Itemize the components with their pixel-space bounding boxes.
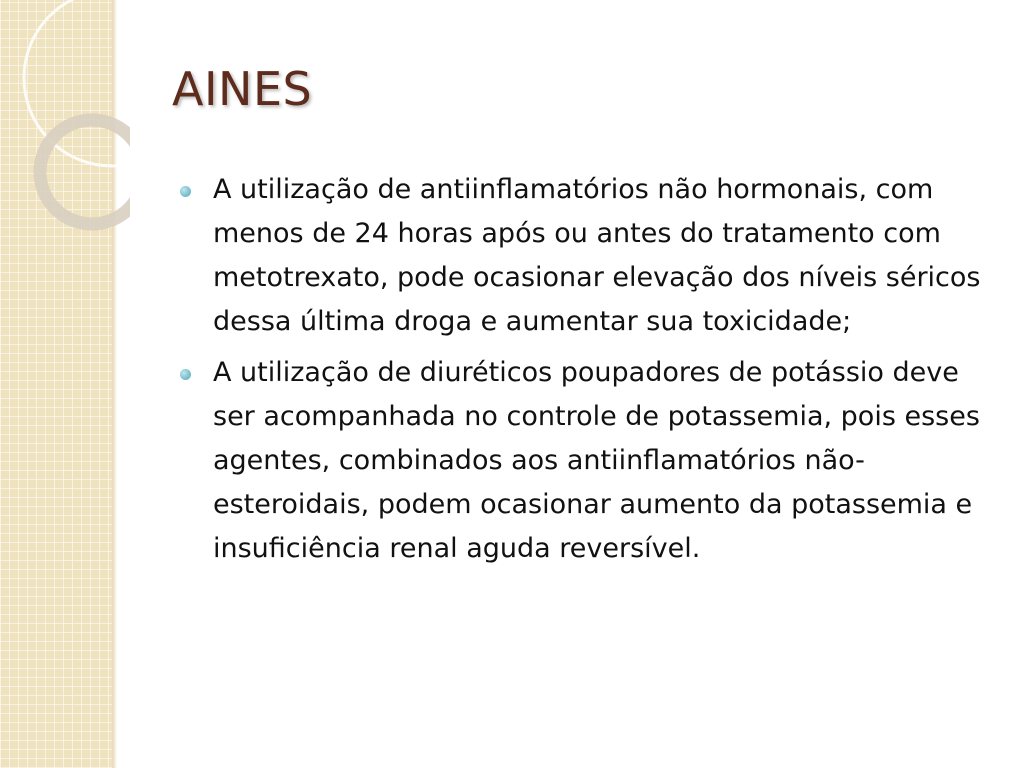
bullet-list — [180, 168, 1000, 571]
slide-title: AINES — [172, 62, 313, 116]
bullet-text: A utilização de antiinflamatórios não hormonais, com menos de 24 horas após ou antes do tratamento com metotrexato, pode ocasionar elevação dos níveis séricos dessa última droga e aumentar sua toxicidade; — [213, 174, 981, 337]
decorative-ring-lower — [40, 120, 130, 224]
decorative-rings — [0, 0, 130, 260]
slide-content — [180, 168, 1000, 578]
bullet-item — [180, 168, 1000, 344]
bullet-dot-icon — [180, 369, 191, 380]
bullet-item — [180, 351, 1000, 571]
bullet-text: A utilização de diuréticos poupadores de potássio deve ser acompanhada no controle de potassemia, pois esses agentes, combinados aos antiinflamatórios não-esteroidais, podem ocasionar aumento da potassemia e insuficiência renal aguda reversível. — [213, 357, 980, 564]
bullet-dot-icon — [180, 186, 191, 197]
decorative-ring-upper — [24, 0, 130, 166]
